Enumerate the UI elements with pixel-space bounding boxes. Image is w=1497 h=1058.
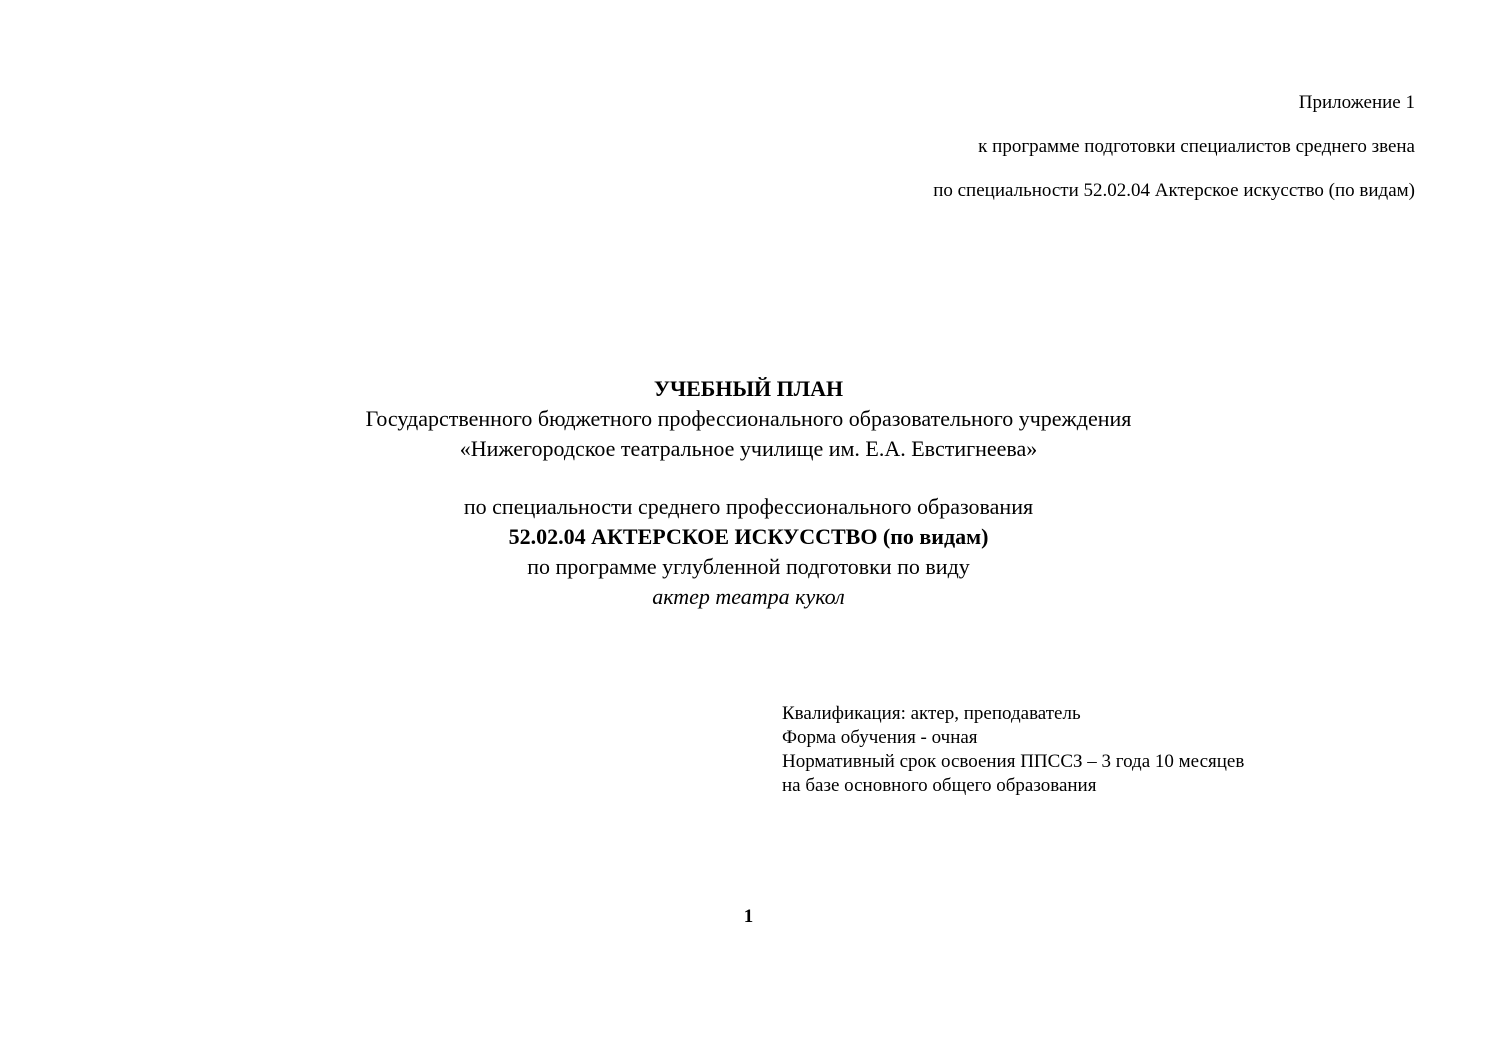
specialty-code: 52.02.04 АКТЕРСКОЕ ИСКУССТВО (по видам) <box>508 524 989 549</box>
title-block <box>0 374 1497 612</box>
education-base-line: на базе основного общего образования <box>782 775 1097 796</box>
study-form-line: Форма обучения - очная <box>782 727 978 748</box>
appendix-program: к программе подготовки специалистов среднего звена <box>978 136 1415 157</box>
qualification-line: Квалификация: актер, преподаватель <box>782 703 1081 724</box>
qualification-info <box>782 702 1244 798</box>
specialty-intro: по специальности среднего профессионального образования <box>463 494 1034 519</box>
program-line: по программе углубленной подготовки по виду <box>527 554 970 579</box>
appendix-specialty: по специальности 52.02.04 Актерское искусство (по видам) <box>933 180 1415 201</box>
appendix-number: Приложение 1 <box>1298 92 1415 113</box>
title-spacer <box>0 464 1497 492</box>
specialty-kind: актер театра кукол <box>652 584 845 609</box>
study-duration-line: Нормативный срок освоения ППССЗ – 3 года 10 месяцев <box>782 751 1245 772</box>
page-number: 1 <box>743 906 754 927</box>
document-title: УЧЕБНЫЙ ПЛАН <box>653 376 844 401</box>
institution-line-1: Государственного бюджетного профессионального образовательного учреждения <box>365 406 1132 431</box>
appendix-header <box>933 92 1415 224</box>
institution-line-2: «Нижегородское театральное училище им. Е.А. Евстигнеева» <box>459 436 1038 461</box>
